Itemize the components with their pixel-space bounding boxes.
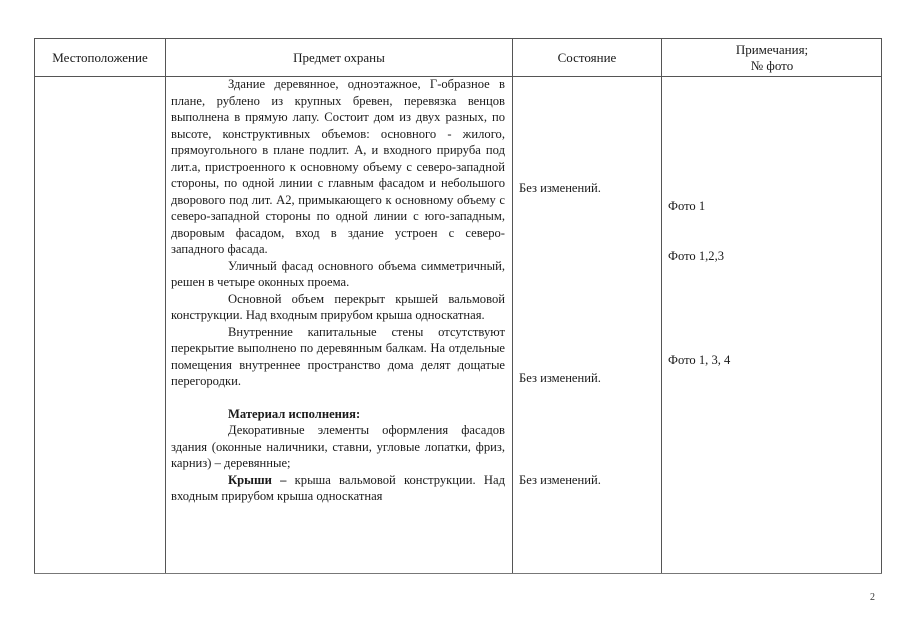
- column-divider: [661, 39, 662, 574]
- header-notes-line1: Примечания;: [735, 41, 809, 57]
- subject-paragraph: Внутренние капитальные стены отсутствуют перекрытие выполнено по деревянным балкам. На отдельные помещения внутреннее пространство дома делят дощатые перегородки.: [171, 324, 505, 388]
- subject-paragraph: Здание деревянное, одноэтажное, Г-образное в плане, рублено из крупных бревен, перевязка венцов выполнена в прямую лапу. Состоит дом из двух разных, по высоте, конструктивных объемов: основного - жилого, прямоугольного в плане подлит. А, и входного прируба под лит.а, пристроенного к основному объему с северо-западной стороны, по одной линии с главным фасадом и небольшого дворового под лит. А2, примыкающего к основному объему с северо-западной стороны по одной линии с юго-западным, дворовым фасадом, вход в здание устроен с северо- западного фасада.: [171, 77, 505, 256]
- column-divider: [165, 39, 166, 574]
- table-bottom-edge: [34, 573, 882, 574]
- state-value: Без изменений.: [519, 181, 601, 195]
- header-subject: Предмет охраны: [293, 49, 385, 65]
- photo-note: Фото 1,2,3: [668, 249, 725, 263]
- subject-paragraph: Основной объем перекрыт крышей вальмовой конструкции. Над входным прирубом крыша односкатная.: [171, 291, 505, 322]
- state-value: Без изменений.: [519, 473, 601, 487]
- subject-text: [171, 76, 505, 505]
- page-number: 2: [870, 592, 875, 603]
- subject-paragraph: Крыши – крыша вальмовой конструкции. Над входным прирубом крыша односкатная: [171, 472, 505, 503]
- photo-note: Фото 1, 3, 4: [668, 353, 731, 367]
- header-notes-line2: № фото: [750, 57, 794, 73]
- header-state: Состояние: [557, 49, 617, 65]
- material-heading: Материал исполнения:: [228, 406, 361, 421]
- header-location: Местоположение: [52, 49, 148, 65]
- document-table: [34, 38, 882, 574]
- state-value: Без изменений.: [519, 371, 601, 385]
- header-notes: [662, 39, 882, 76]
- subject-paragraph: Декоративные элементы оформления фасадов здания (оконные наличники, ставни, угловые лопатки, фриз, карниз) – деревянные;: [171, 423, 505, 470]
- subject-paragraph: Уличный фасад основного объема симметричный, решен в четыре оконных проема.: [171, 258, 505, 289]
- photo-note: Фото 1: [668, 199, 706, 213]
- roof-heading: Крыши –: [228, 472, 287, 487]
- column-divider: [512, 39, 513, 574]
